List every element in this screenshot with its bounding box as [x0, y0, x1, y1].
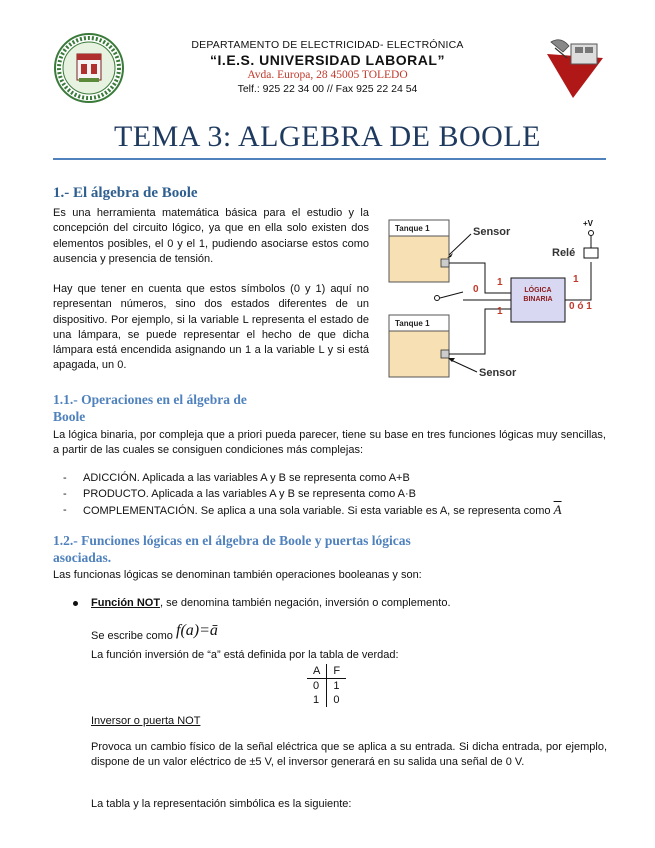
section-1-1-heading-line-1: 1.1.- Operaciones en el álgebra de: [53, 392, 247, 407]
list-item: - ADICCIÓN. Aplicada a las variables A y B se representa como A+B: [63, 472, 410, 484]
sensor-top-label: Sensor: [473, 226, 511, 238]
tank-logic-figure: [385, 212, 607, 387]
truth-table-cell: 1: [333, 680, 340, 692]
not-function-line: [91, 596, 611, 611]
logic-block-line-2: BINARIA: [523, 296, 553, 303]
inverter-description: Provoca un cambio físico de la señal eléctrica que se aplica a su entrada. Si dicha entrada, por ejemplo, dispone de un valor eléctrico de ±5 V, el inversor generará en su salida una señal de 0 V.: [91, 741, 607, 769]
bit-bottom-label: 1: [497, 306, 503, 317]
truth-table-cell: 0: [333, 694, 340, 706]
department-name: DEPARTAMENTO DE ELECTRICIDAD- ELECTRÓNICA: [191, 39, 464, 51]
page-title: TEMA 3: ALGEBRA DE BOOLE: [113, 120, 541, 153]
not-function-description: , se denomina también negación, inversión o complemento.: [160, 597, 451, 609]
written-as-text: Se escribe como: [91, 630, 173, 642]
relay-bit-label: 1: [573, 274, 579, 285]
truth-table-cell: 1: [307, 693, 327, 707]
output-label: 0 ó 1: [569, 301, 592, 312]
tank-bottom-label: Tanque 1: [395, 319, 430, 328]
section-1-paragraph-1: Es una herramienta matemática básica para el estudio y la concepción del circuito lógico, ya que en ella solo existen dos elementos posibles, el 0 y el 1, pudiendo asociarse estos como ausencia y presencia de tensión.: [53, 207, 369, 265]
list-item: - PRODUCTO. Aplicada a las variables A y B se representa como A·B: [63, 488, 417, 500]
title-divider: [53, 158, 606, 160]
relay-label: Relé: [552, 247, 576, 259]
school-phone: Telf.: 925 22 34 00 // Fax 925 22 24 54: [237, 83, 418, 95]
not-truth-table: [307, 664, 346, 707]
bit-top-label: 1: [497, 277, 503, 288]
complement-symbol: $\overline{A}$: [553, 502, 562, 517]
list-item: - COMPLEMENTACIÓN. Se aplica a una sola variable. Si esta variable es A, se representa como $\overline{A}$: [63, 502, 562, 517]
table-row: [307, 693, 346, 707]
section-1-paragraph-2: Hay que tener en cuenta que estos símbolos (0 y 1) aquí no representan números, sino dos estados diferentes de un dispositivo. Por ejemplo, si la variable L representa el estado de una lámpara, se puede representar el hecho de que dicha lámpara está encendida asignando un 1 a la variable L y si está apagada, un 0.: [53, 283, 369, 372]
closing-line: La tabla y la representación simbólica es la siguiente:: [91, 798, 352, 810]
not-formula: f(a)=ā: [176, 622, 218, 639]
section-1-2-intro: Las funcionas lógicas se denominan también operaciones booleanas y son:: [53, 569, 422, 581]
department-logo: [543, 36, 605, 100]
section-1-1-heading: [53, 391, 247, 425]
formula-line: [91, 622, 218, 642]
sensor-bottom-label: Sensor: [479, 367, 517, 379]
truth-table-header-a: A: [307, 664, 327, 679]
school-address: Avda. Europa, 28 45005 TOLEDO: [247, 69, 408, 81]
supply-label: +V: [583, 219, 594, 228]
bit-mid-label: 0: [473, 284, 479, 295]
logic-block-line-1: LÓGICA: [524, 287, 552, 294]
section-1-1-intro: La lógica binaria, por compleja que a priori pueda parecer, tiene su base en tres funciones lógicas muy sencillas, a partir de las cuales se consiguen condiciones más complejas:: [53, 429, 606, 457]
table-row: [307, 679, 346, 694]
section-1-2-heading-line-2: asociadas.: [53, 550, 112, 565]
section-1-heading: 1.- El álgebra de Boole: [53, 185, 198, 201]
school-name: “I.E.S. UNIVERSIDAD LABORAL”: [210, 52, 445, 68]
section-1-2-heading: [53, 532, 613, 566]
section-1-1-heading-line-2: Boole: [53, 409, 86, 424]
inverter-title: Inversor o puerta NOT: [91, 715, 201, 727]
not-bullet-icon: [73, 601, 78, 606]
section-1-2-heading-line-1: 1.2.- Funciones lógicas en el álgebra de Boole y puertas lógicas: [53, 533, 411, 548]
tank-top-label: Tanque 1: [395, 224, 430, 233]
truth-table-intro: La función inversión de “a” está definida por la tabla de verdad:: [91, 649, 399, 661]
school-seal-logo: [53, 32, 125, 104]
not-function-title: Función NOT: [91, 597, 161, 609]
operations-list: [53, 470, 613, 519]
truth-table-cell: 0: [307, 679, 327, 694]
truth-table-header-f: F: [327, 664, 346, 679]
